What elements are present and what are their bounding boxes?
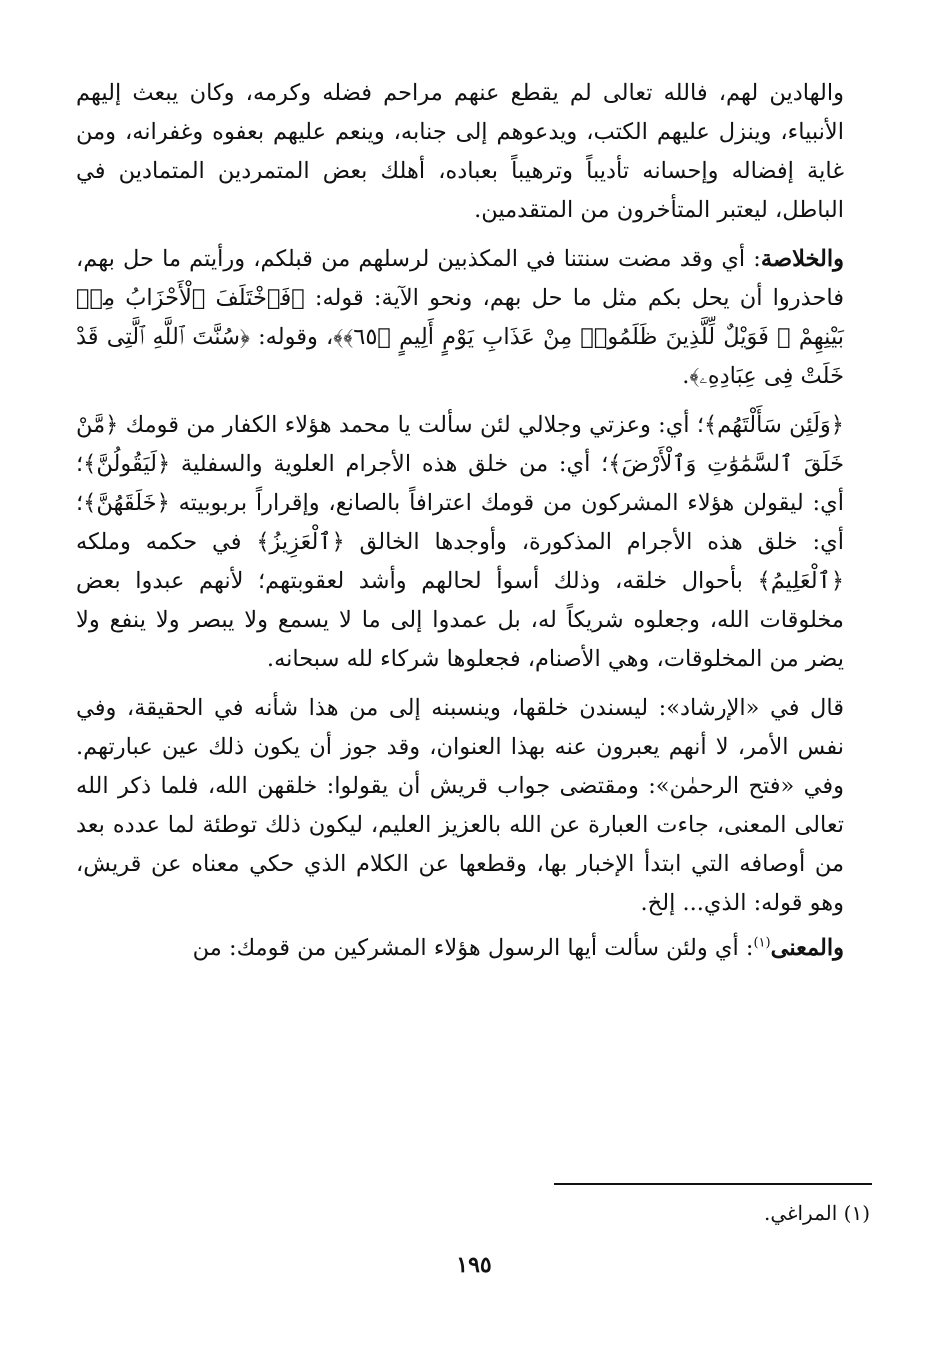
paragraph-1	[76, 74, 844, 230]
paragraph-2-text: : أي وقد مضت سنتنا في المكذبين لرسلهم من قبلكم، ورأيتم ما حل بهم، فاحذروا أن يحل بكم مثل ما حل بهم، ونحو الآية: قوله: ﴿فَٱخْتَلَفَ ٱلْأَحْزَابُ مِنۢ بَيْنِهِمْ ۖ فَوَيْلٌ لِّلَّذِينَ ظَلَمُوا۟ مِنْ عَذَابِ يَوْمٍ أَلِيمٍ ﴿٦٥﴾﴾، وقوله: ﴿سُنَّتَ ٱللَّهِ ٱلَّتِى قَدْ خَلَتْ فِى عِبَادِهِۦ﴾.	[76, 246, 845, 389]
paragraph-5-lead: والمعنى	[770, 935, 844, 961]
paragraph-5	[76, 929, 844, 968]
paragraph-3-text: ﴿وَلَئِن سَأَلْتَهُم﴾؛ أي: وعزتي وجلالي لئن سألت يا محمد هؤلاء الكفار من قومك ﴿مَّنْ خَلَقَ ٱلسَّمَٰوَٰتِ وَٱلْأَرْضَ﴾؛ أي: من خلق هذه الأجرام العلوية والسفلية ﴿لَيَقُولُنَّ﴾؛ أي: ليقولن هؤلاء المشركون من قومك اعترافاً بالصانع، وإقراراً بربوبيته ﴿خَلَقَهُنَّ﴾؛ أي: خلق هذه الأجرام المذكورة، وأوجدها الخالق ﴿ٱلْعَزِيزُ﴾ في حكمه وملكه ﴿ٱلْعَلِيمُ﴾ بأحوال خلقه، وذلك أسوأ لحالهم وأشد لعقوبتهم؛ لأنهم عبدوا بعض مخلوقات الله، وجعلوه شريكاً له، بل عمدوا إلى ما لا يسمع ولا يبصر ولا ينفع ولا يضر من المخلوقات، وهي الأصنام، فجعلوها شركاء لله سبحانه.	[76, 412, 844, 672]
paragraph-3	[76, 406, 844, 679]
footnote-marker: (١)	[753, 935, 771, 951]
paragraph-2-lead: والخلاصة	[760, 246, 844, 272]
paragraph-5-text: : أي ولئن سألت أيها الرسول هؤلاء المشركين من قومك: من	[192, 935, 754, 961]
paragraph-1-text: والهادين لهم، فالله تعالى لم يقطع عنهم مراحم فضله وكرمه، وكان يبعث إليهم الأنبياء، وينزل عليهم الكتب، ويدعوهم إلى جنابه، وينعم عليهم بعفوه وغفرانه، ومن غاية إفضاله وإحسانه تأديباً وترهيباً بعباده، أهلك بعض المتمردين المتمادين في الباطل، ليعتبر المتأخرون من المتقدمين.	[76, 80, 844, 223]
paragraph-4	[76, 689, 844, 923]
paragraph-2	[76, 240, 844, 396]
footnote: (١) المراغي.	[763, 1201, 870, 1225]
footnote-divider	[554, 1183, 872, 1185]
page-number: ١٩٥	[456, 1252, 492, 1278]
paragraph-4-text: قال في «الإرشاد»: ليسندن خلقها، وينسبنه إلى من هذا شأنه في الحقيقة، وفي نفس الأمر، لا أنهم يعبرون عنه بهذا العنوان، وقد جوز أن يكون ذلك عين عبارتهم. وفي «فتح الرحمٰن»: ومقتضى جواب قريش أن يقولوا: خلقهن الله، فلما ذكر الله تعالى المعنى، جاءت العبارة عن الله بالعزيز العليم، ليكون ذلك توطئة لما عدده بعد من أوصافه التي ابتدأ الإخبار بها، وقطعها عن الكلام الذي حكي معناه عن قريش، وهو قوله: الذي... إلخ.	[76, 695, 844, 916]
